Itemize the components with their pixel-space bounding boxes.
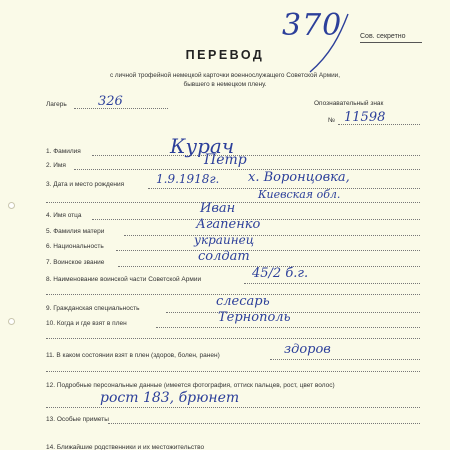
field-6-label: 6. Национальность (46, 243, 104, 250)
field-2-value: Петр (204, 152, 247, 168)
field-7-label: 7. Воинское звание (46, 259, 105, 266)
field-10-line-2 (46, 338, 420, 339)
field-5-value: Агапенко (196, 217, 261, 232)
field-8-label: 8. Наименование воинской части Советской Армии (46, 276, 202, 283)
field-2-label: 2. Имя (46, 162, 66, 169)
field-4-label: 4. Имя отца (46, 212, 82, 219)
tag-value: 11598 (344, 110, 386, 125)
punch-hole-top (8, 202, 15, 209)
field-13-line (108, 423, 420, 424)
field-12-value: рост 183, брюнет (100, 390, 240, 406)
pen-stroke-mark (300, 10, 360, 80)
field-8-line (244, 283, 420, 284)
field-3-region: Киевская обл. (258, 188, 341, 201)
document-title: ПЕРЕВОД (185, 48, 265, 62)
field-12-label: 12. Подробные персональные данные (имеется фотография, оттиск пальцев, рост, цвет волос) (46, 382, 335, 389)
classification-label: Сов. секретно (360, 33, 406, 40)
field-14-label: 14. Ближайшие родственники и их местожительство (46, 444, 205, 450)
field-4-value: Иван (200, 201, 236, 216)
tag-number-sign: № (328, 117, 335, 124)
classification-underline (360, 42, 422, 43)
field-1-label: 1. Фамилия (46, 148, 81, 155)
subtitle-line-1: с личной трофейной немецкой карточки военнослужащего Советской Армии, (109, 72, 341, 79)
field-11-label: 11. В каком состоянии взят в плен (здоров, болен, ранен) (46, 352, 220, 359)
field-2-line (74, 169, 420, 170)
field-10-label: 10. Когда и где взят в плен (46, 320, 127, 327)
field-3-place: х. Воронцовка, (248, 170, 350, 185)
field-11-line (270, 359, 420, 360)
field-3-label: 3. Дата и место рождения (46, 181, 125, 188)
field-9-value: слесарь (216, 294, 270, 309)
field-12-line (46, 407, 420, 408)
field-11-line-2 (46, 371, 420, 372)
field-7-value: солдат (198, 249, 250, 264)
field-10-value: Тернополь (218, 310, 291, 325)
field-6-value: украинец (194, 233, 255, 247)
field-1-line (92, 155, 420, 156)
punch-hole-bottom (8, 318, 15, 325)
field-10-line (156, 327, 420, 328)
field-13-label: 13. Особые приметы (46, 416, 109, 423)
field-6-line (116, 250, 420, 251)
subtitle-line-2: бывшего в немецком плену. (183, 81, 267, 88)
field-3-date: 1.9.1918г. (156, 172, 220, 186)
handwritten-archive-number: 370 (282, 8, 343, 43)
camp-value: 326 (98, 94, 123, 109)
camp-label: Лагерь (46, 101, 67, 108)
field-5-label: 5. Фамилия матери (46, 228, 105, 235)
field-11-value: здоров (284, 342, 331, 357)
field-5-line (124, 235, 420, 236)
field-8-value: 45/2 б.г. (252, 266, 309, 281)
field-9-label: 9. Гражданская специальность (46, 305, 140, 312)
field-9-line (166, 312, 420, 313)
tag-label: Опознавательный знак (314, 100, 384, 107)
field-1-value: Курач (170, 134, 235, 158)
